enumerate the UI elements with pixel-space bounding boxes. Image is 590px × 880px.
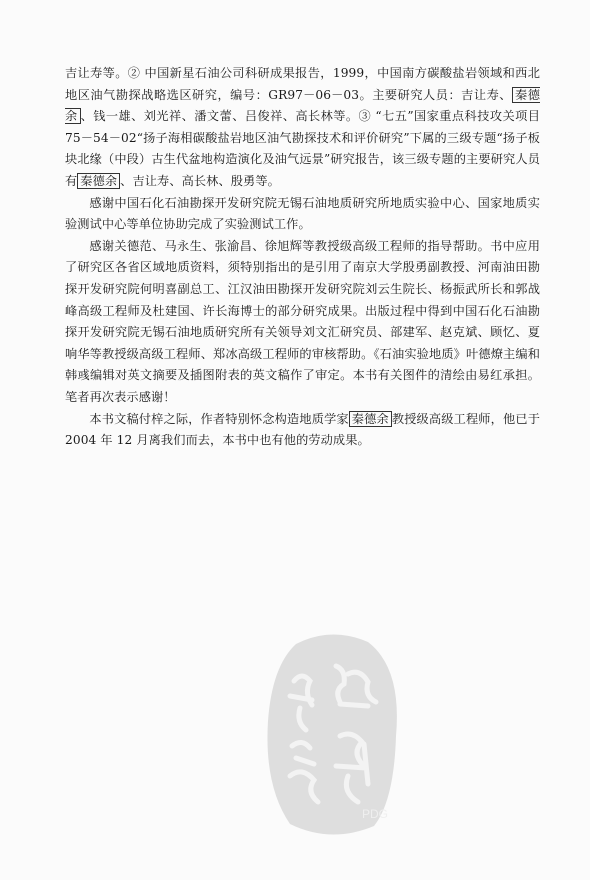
paragraph (65, 63, 540, 193)
acknowledgement-text (65, 63, 540, 452)
text-run: 教授级高级工程师，他已于 2004 年 12 月离我们而去，本书中也有他的劳动成果。 (65, 411, 540, 448)
text-run: 、钱一雄、刘光祥、潘文蕾、吕俊祥、高长林等。③ “七五”国家重点科技攻关项目 75－54－02“扬子海相碳酸盐岩地区油气勘探技术和评价研究”下属的三级专题“扬子板块北缘（中段）古生代盆地构造演化及油气远景”研究报告，该三级专题的主要研究人员有 (65, 109, 540, 188)
boxed-name: 秦德余 (65, 87, 540, 124)
paragraph (65, 193, 540, 236)
seal-shape (267, 634, 396, 834)
paragraph (65, 236, 540, 409)
paragraph (65, 409, 540, 452)
library-seal-watermark (256, 626, 406, 846)
text-run: 本书文稿付梓之际，作者特别怀念构造地质学家 (89, 411, 349, 426)
seal-graphic (256, 626, 406, 846)
seal-label: PDG (362, 807, 389, 821)
text-run: 感谢关德范、马永生、张渝昌、徐旭辉等教授级高级工程师的指导帮助。书中应用了研究区各省区域地质资料，须特别指出的是引用了南京大学殷勇副教授、河南油田勘探开发研究院何明喜副总工、江汉油田勘探开发研究院刘云生院长、杨振武所长和郭战峰高级工程师及杜建国、许长海博士的部分研究成果。出版过程中得到中国石化石油勘探开发研究院无锡石油地质研究所有关领导刘文汇研究员、部建军、赵克斌、顾忆、夏响华等教授级高级工程师、郑冰高级工程师的审核帮助。《石油实验地质》叶德燎主编和韩彧编辑对英文摘要及插图附表的英文稿作了审定。本书有关图件的清绘由易红承担。笔者再次表示感谢！ (65, 238, 540, 404)
text-run: 、吉让寿、高长林、殷勇等。 (120, 173, 280, 188)
boxed-name: 秦德余 (349, 411, 392, 427)
text-run: 吉让寿等。② 中国新星石油公司科研成果报告，1999，中国南方碳酸盐岩领域和西北地区油气勘探战略选区研究，编号：GR97－06－03。主要研究人员：吉让寿、 (65, 66, 540, 102)
text-run: 感谢中国石化石油勘探开发研究院无锡石油地质研究所地质实验中心、国家地质实验测试中心等单位协助完成了实验测试工作。 (65, 195, 540, 232)
boxed-name: 秦德余 (77, 173, 120, 189)
